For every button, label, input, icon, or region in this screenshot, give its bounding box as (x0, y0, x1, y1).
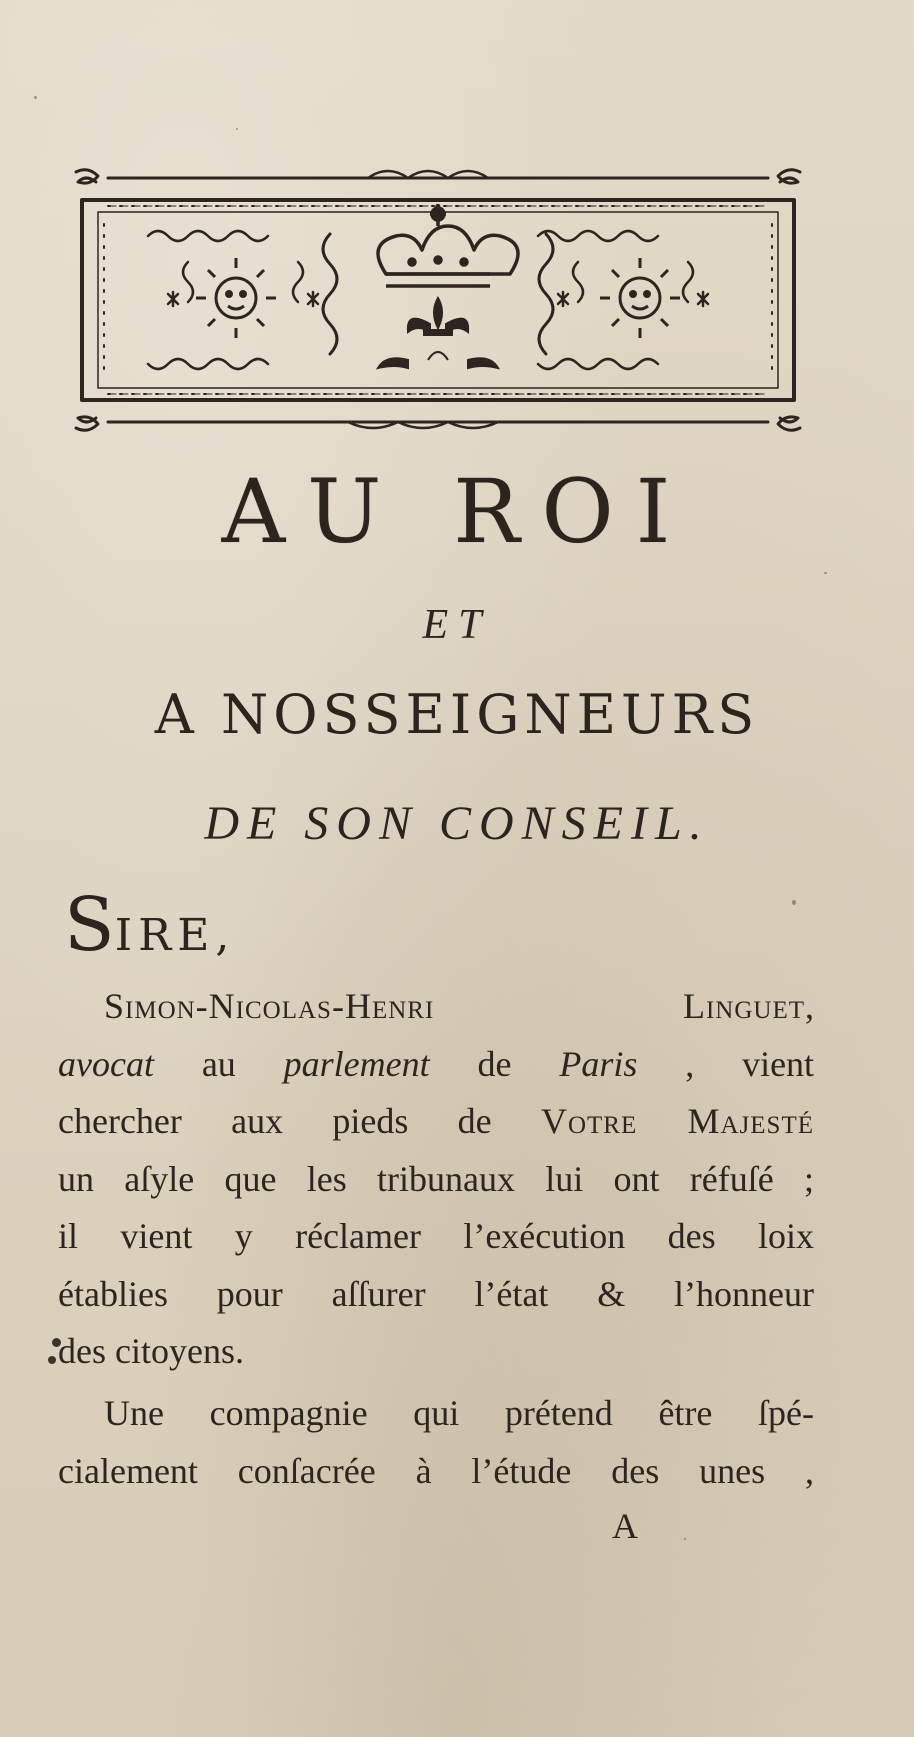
word: avocat (58, 1043, 154, 1084)
salutation (64, 882, 236, 968)
title-et: ET (422, 602, 492, 648)
paper-speck (684, 1538, 686, 1540)
paragraph-2-line: Une compagnie qui prétend être ſpé- (104, 1393, 814, 1433)
word: parlement (283, 1043, 430, 1084)
paragraph-1-line: un aſyle que les tribunaux lui ont réfuſé ; (58, 1158, 814, 1199)
signature-mark: A (612, 1506, 638, 1546)
title-au-roi: AU ROI (221, 460, 693, 563)
paper-speck (236, 128, 238, 130)
paragraph-2 (58, 1385, 814, 1500)
sun-face-icon (600, 258, 680, 338)
paragraph-1-line: il vient y réclamer l’exécution des loix (58, 1216, 814, 1256)
paper-speck (48, 1356, 56, 1364)
paragraph-1-line: des citoyens. (58, 1331, 244, 1371)
paragraph-1-line (58, 1093, 814, 1151)
paragraph-2-line: cialement conſacrée à l’étude des unes , (58, 1450, 814, 1491)
paragraph-1-line (58, 1036, 814, 1094)
sun-face-icon (196, 258, 276, 338)
word: , (685, 1043, 695, 1084)
headpiece-svg (68, 164, 808, 436)
word: au (201, 1043, 236, 1084)
paper-speck (792, 900, 796, 905)
paper-speck (824, 572, 827, 574)
paragraph-1-line: établies pour aſſurer l’état & l’honneur (58, 1273, 814, 1314)
word: de (477, 1043, 512, 1084)
text-run: chercher aux pieds de (58, 1101, 492, 1141)
paragraph-1 (58, 978, 814, 1381)
paragraph-1-line (58, 978, 814, 1036)
paper-speck (34, 96, 37, 99)
salutation-rest: IRE, (114, 910, 236, 961)
author-name: Simon-Nicolas-Henri Linguet (104, 986, 805, 1026)
word: Paris (559, 1043, 638, 1084)
word: vient (742, 1043, 815, 1084)
ornamental-headpiece (68, 164, 808, 436)
punctuation: , (805, 986, 814, 1026)
crown-icon (378, 204, 518, 286)
title-de-son-conseil: DE SON CONSEIL. (204, 797, 710, 850)
fleur-de-lis-icon (378, 298, 498, 368)
salutation-initial: S (64, 882, 115, 968)
votre-majeste: Votre Majesté (540, 1101, 815, 1141)
title-a-nosseigneurs: A NOSSEIGNEURS (154, 683, 760, 746)
